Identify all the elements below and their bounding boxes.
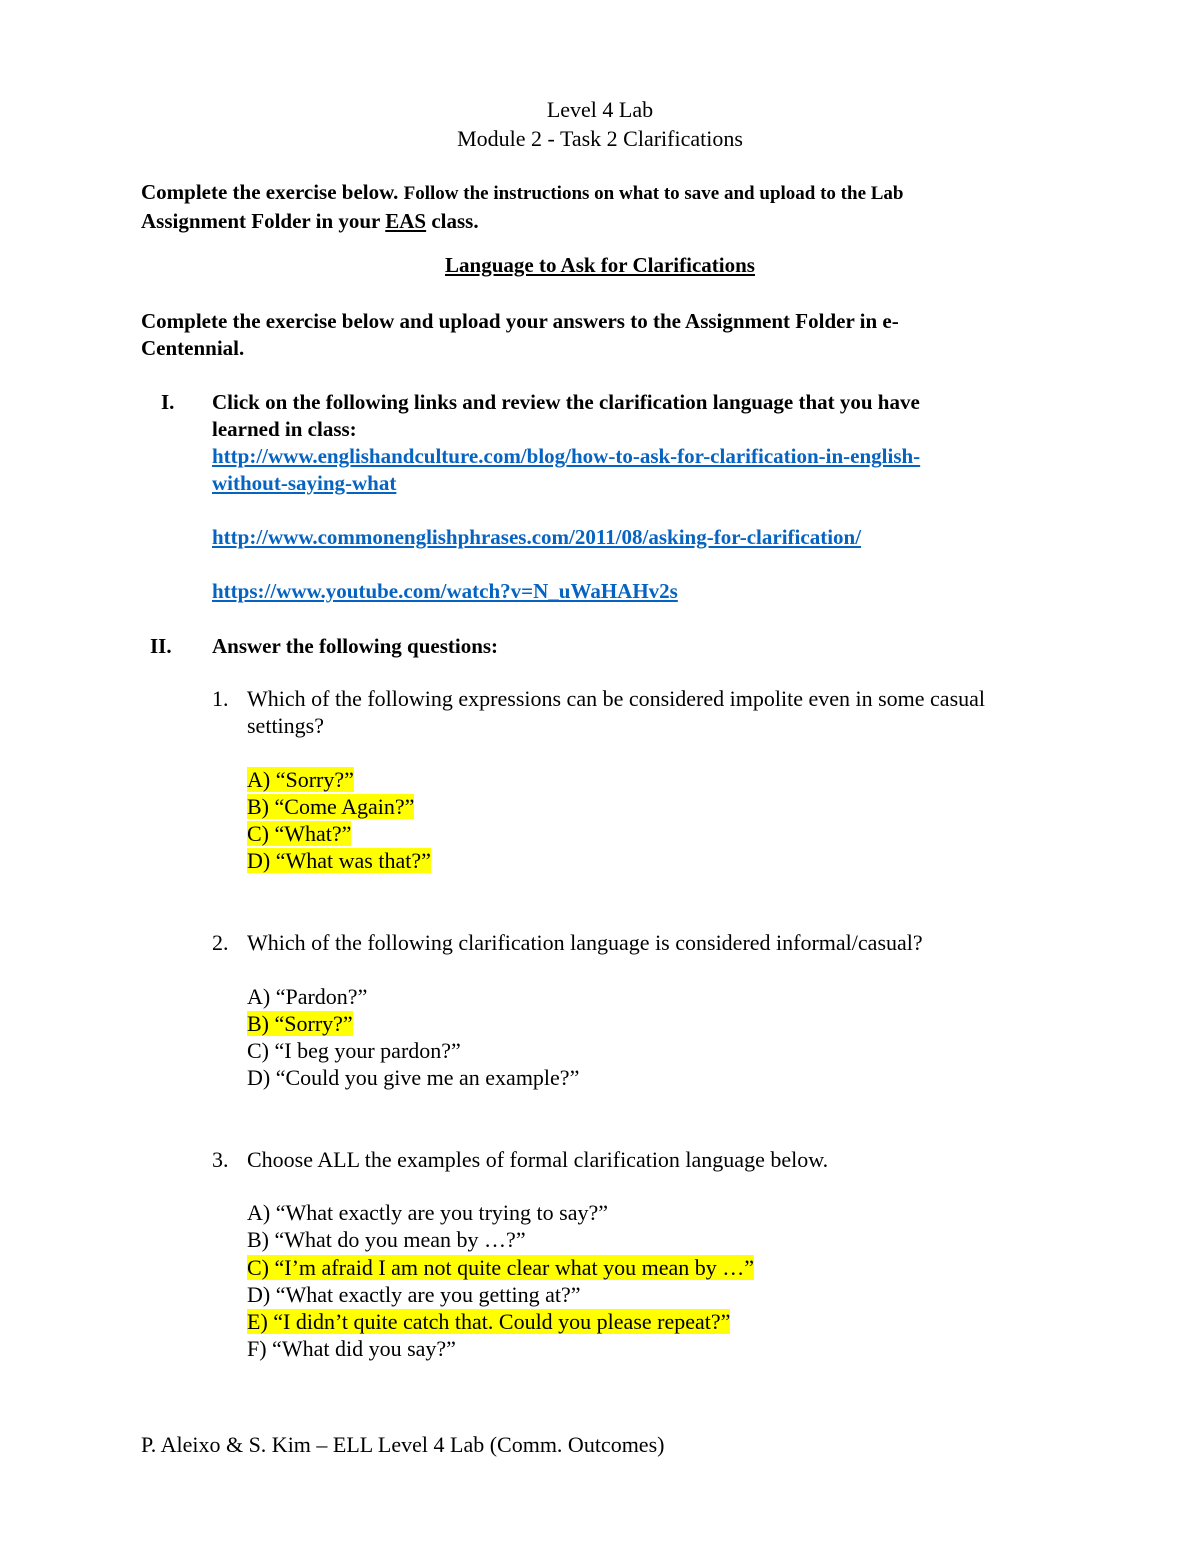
intro-part-1: Complete the exercise below. [141,180,399,204]
document-title: Level 4 Lab [546,97,654,122]
q2-option-b[interactable] [247,1011,353,1037]
q2-option-a[interactable] [247,984,367,1010]
q3-option-b[interactable] [247,1227,526,1253]
q2-option-c[interactable] [247,1038,461,1064]
q2-option-a-text: A) “Pardon?” [247,984,368,1009]
link-commonenglishphrases-text[interactable]: http://www.commonenglishphrases.com/2011/08/asking-for-clarification/ [212,525,862,549]
q3-option-e-text: E) “I didn’t quite catch that. Could you please repeat?” [247,1309,731,1334]
link-englishandculture-line-1[interactable]: http://www.englishandculture.com/blog/how-to-ask-for-clarification-in-english- [212,444,921,468]
q3-option-d[interactable] [247,1282,581,1308]
link-englishandculture-line-2[interactable]: without-saying-what [212,471,397,495]
instruction-line-1: Complete the exercise below and upload your answers to the Assignment Folder in e- [141,309,899,333]
q2-option-c-text: C) “I beg your pardon?” [247,1038,461,1063]
question-3-line-1: Choose ALL the examples of formal clarification language below. [247,1147,829,1172]
part-two-numeral: II. [150,634,172,658]
q3-option-a[interactable] [247,1200,608,1226]
part-one-numeral: I. [161,390,175,414]
q1-option-a[interactable] [247,767,354,793]
intro-line-2 [141,209,479,234]
q2-option-d-text: D) “Could you give me an example?” [247,1065,580,1090]
part-one-line-1: Click on the following links and review the clarification language that you have [212,390,920,414]
q2-option-b-text: B) “Sorry?” [247,1011,353,1036]
question-1-line-2: settings? [247,713,324,738]
q1-option-d[interactable] [247,848,431,874]
link-englishandculture-cont[interactable] [212,471,396,496]
question-2-number: 2. [212,930,229,955]
document-subtitle: Module 2 - Task 2 Clarifications [457,126,743,151]
link-commonenglishphrases[interactable] [212,525,861,550]
q3-option-c[interactable] [247,1255,754,1281]
q3-option-b-text: B) “What do you mean by …?” [247,1227,526,1252]
question-1-line-1: Which of the following expressions can be considered impolite even in some casual [247,686,986,711]
q1-option-d-text: D) “What was that?” [247,848,431,873]
q1-option-a-text: A) “Sorry?” [247,767,354,792]
q2-option-d[interactable] [247,1065,579,1091]
intro-part-2: Follow the instructions on what to save and upload to the Lab [403,183,904,204]
q3-option-f-text: F) “What did you say?” [247,1336,456,1361]
q3-option-d-text: D) “What exactly are you getting at?” [247,1282,581,1307]
q1-option-b-text: B) “Come Again?” [247,794,415,819]
question-3-number: 3. [212,1147,229,1172]
part-two-heading: Answer the following questions: [212,634,499,658]
intro-line-2-before: Assignment Folder in your [141,209,386,233]
intro-line-2-after: class. [426,209,479,233]
question-1-number: 1. [212,686,229,711]
q1-option-c-text: C) “What?” [247,821,352,846]
link-youtube[interactable] [212,579,678,604]
q1-option-c[interactable] [247,821,351,847]
part-one-line-2: learned in class: [212,417,357,441]
eas-class-link[interactable]: EAS [385,209,427,233]
q3-option-a-text: A) “What exactly are you trying to say?” [247,1200,609,1225]
question-2-line-1: Which of the following clarification language is considered informal/casual? [247,930,923,955]
section-heading: Language to Ask for Clarifications [445,253,755,277]
q3-option-f[interactable] [247,1336,456,1362]
q3-option-e[interactable] [247,1309,730,1335]
q1-option-b[interactable] [247,794,414,820]
instruction-line-2: Centennial. [141,336,245,360]
link-youtube-text[interactable]: https://www.youtube.com/watch?v=N_uWaHAHv2s [212,579,678,603]
intro-line-1 [141,180,904,205]
link-englishandculture[interactable] [212,444,920,469]
q3-option-c-text: C) “I’m afraid I am not quite clear what you mean by …” [247,1255,755,1280]
page-footer: P. Aleixo & S. Kim – ELL Level 4 Lab (Comm. Outcomes) [141,1432,665,1457]
